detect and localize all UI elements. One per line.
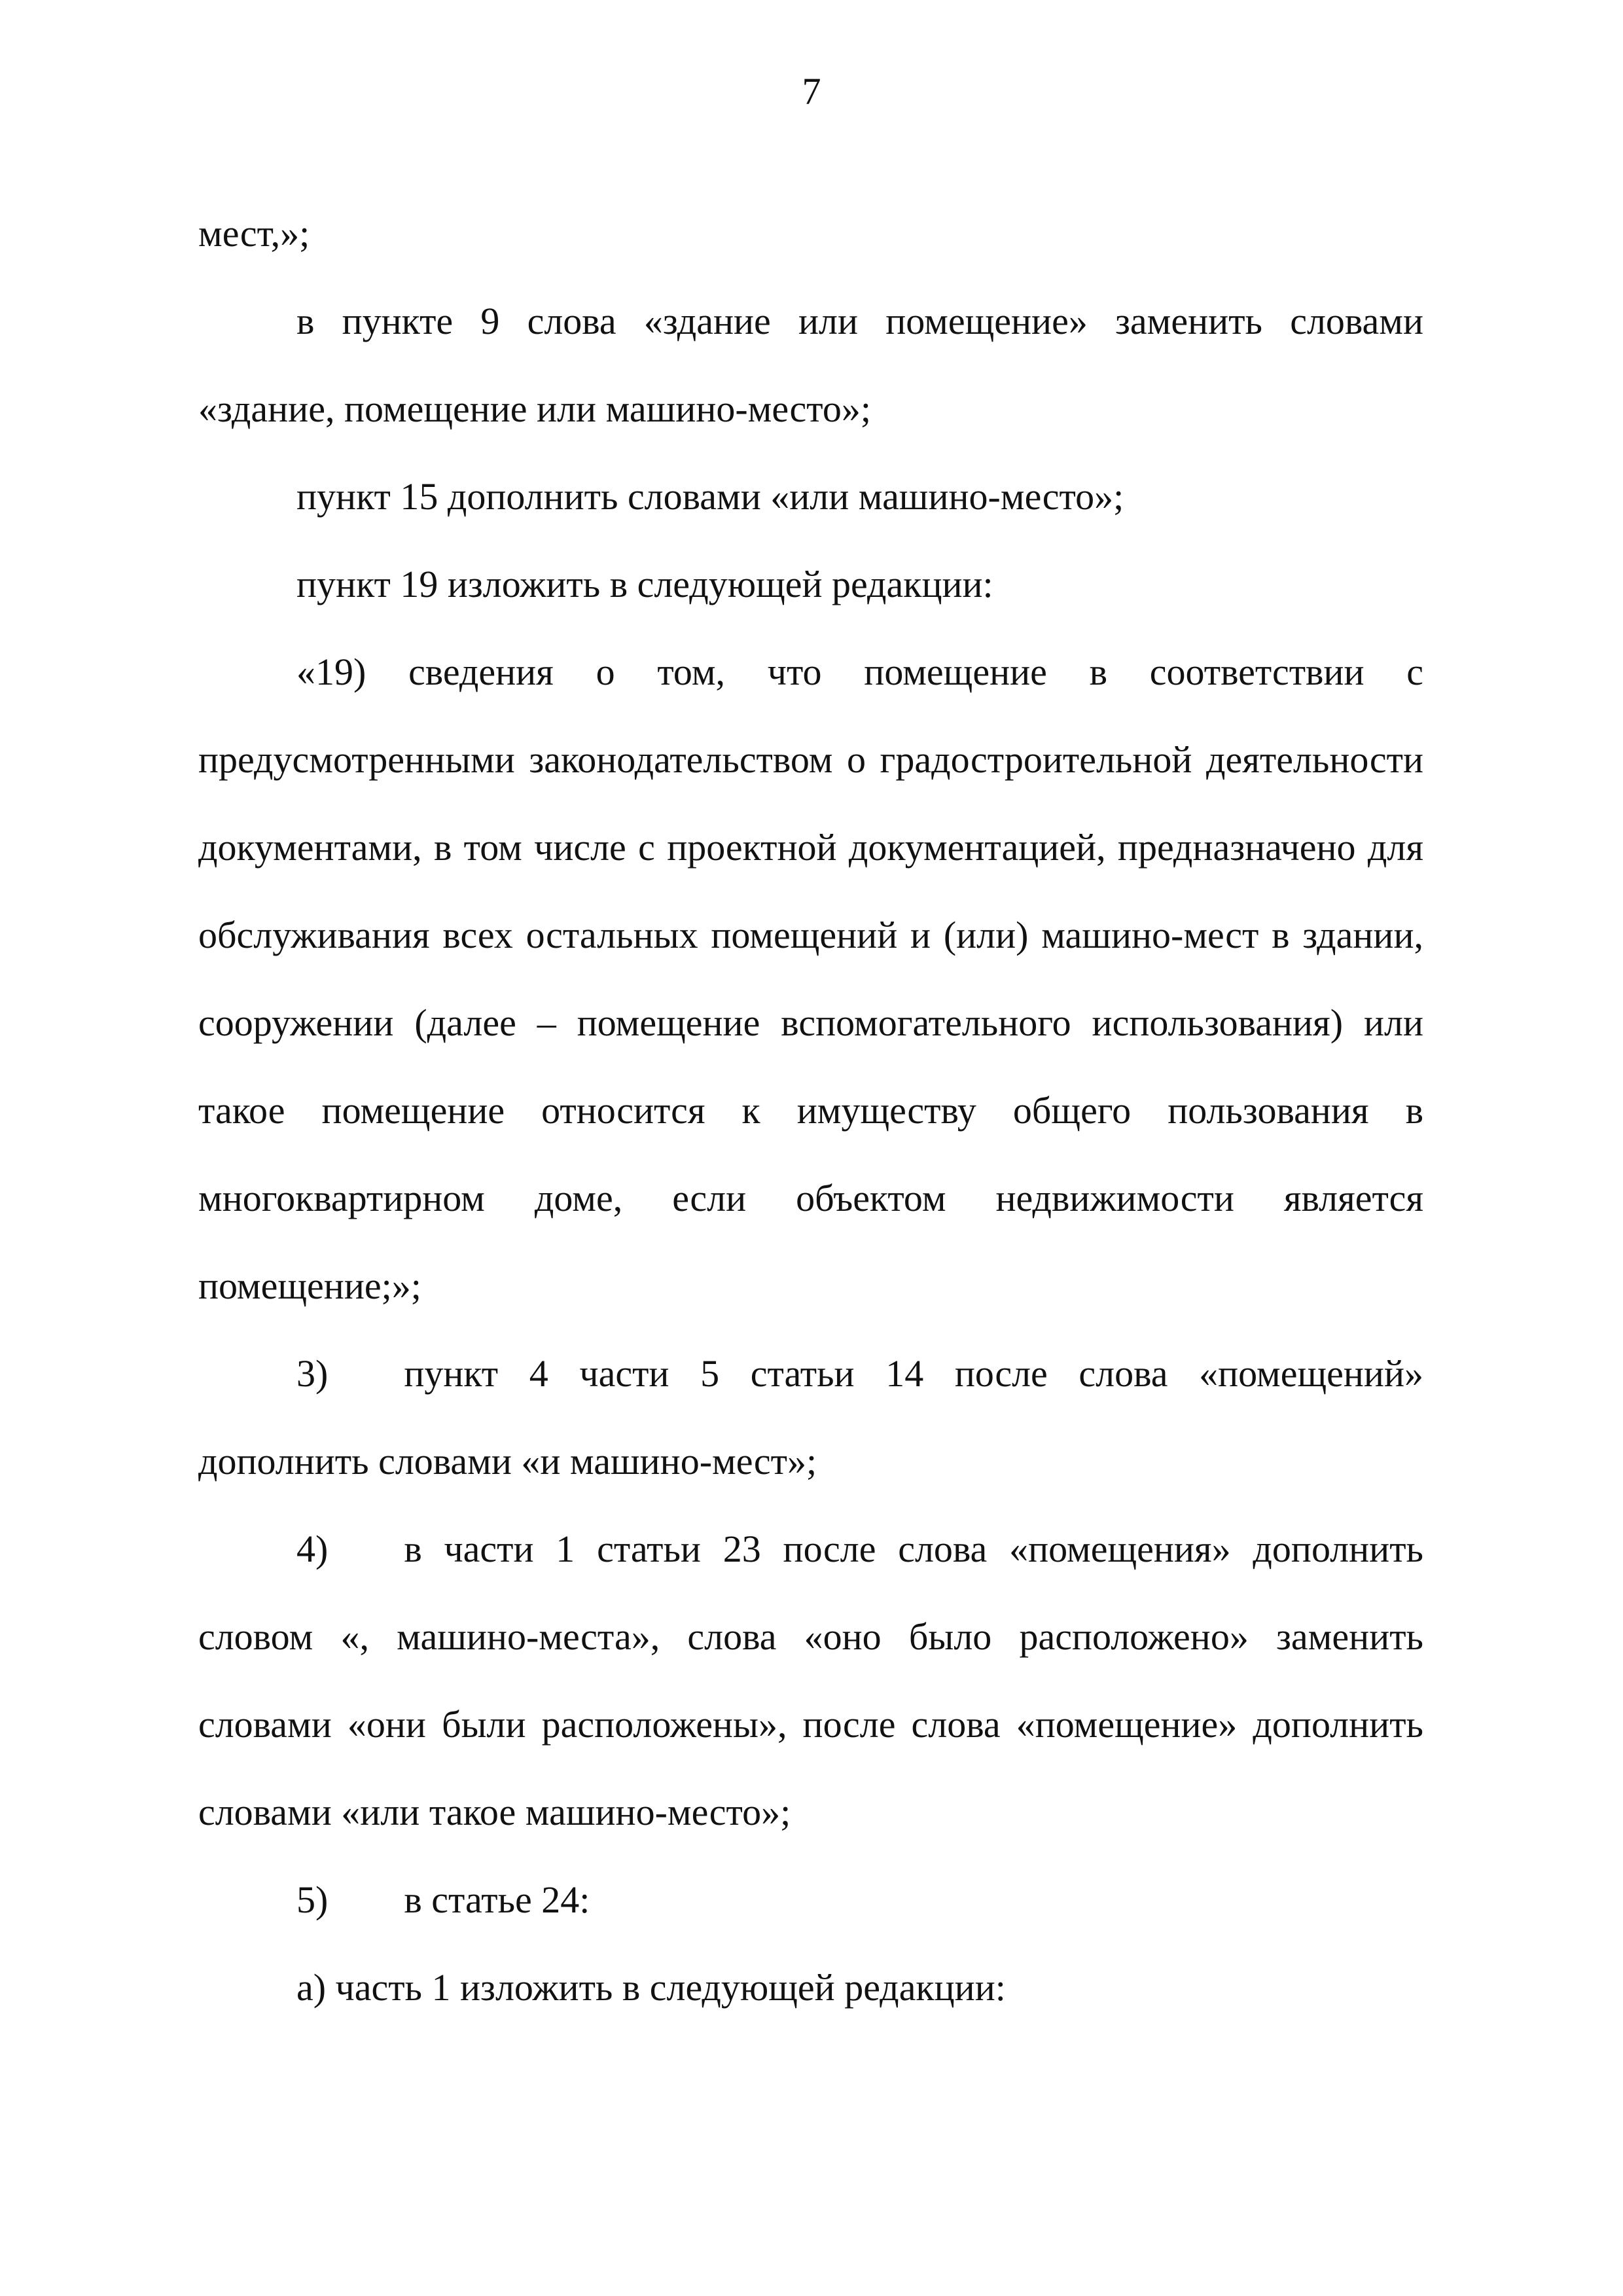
paragraph: а) часть 1 изложить в следующей редакции: [296,1966,1006,2009]
paragraph: мест,»; [198,212,310,255]
page-number: 7 [802,70,821,113]
paragraph: пункт 19 изложить в следующей редакции: [296,563,993,605]
paragraph: «19) сведения о том, что помещение в соответствии с предусмотренными законодательством о градостроительной деятельности документами, в том числе с проектной документацией, предназначено для обслуживания всех остальных помещений и (или) машино-мест в здании, сооружении (далее – помещение вспомогательного использования) или такое помещение относится к имуществу общего пользования в многоквартирном доме, если объектом недвижимости является помещение;»; [198,651,1423,1307]
document-body [198,190,1423,2032]
paragraph: пункт 15 дополнить словами «или машино-место»; [296,475,1124,518]
paragraph: в пункте 9 слова «здание или помещение» заменить словами «здание, помещение или машино-место»; [198,300,1423,430]
paragraph: 4) в части 1 статьи 23 после слова «помещения» дополнить словом «, машино-места», слова «оно было расположено» заменить словами «они были расположены», после слова «помещение» дополнить словами «или такое машино-место»; [198,1528,1423,1833]
paragraph: 5) в статье 24: [296,1878,590,1921]
paragraph: 3) пункт 4 части 5 статьи 14 после слова «помещений» дополнить словами «и машино-мест»; [198,1352,1423,1482]
